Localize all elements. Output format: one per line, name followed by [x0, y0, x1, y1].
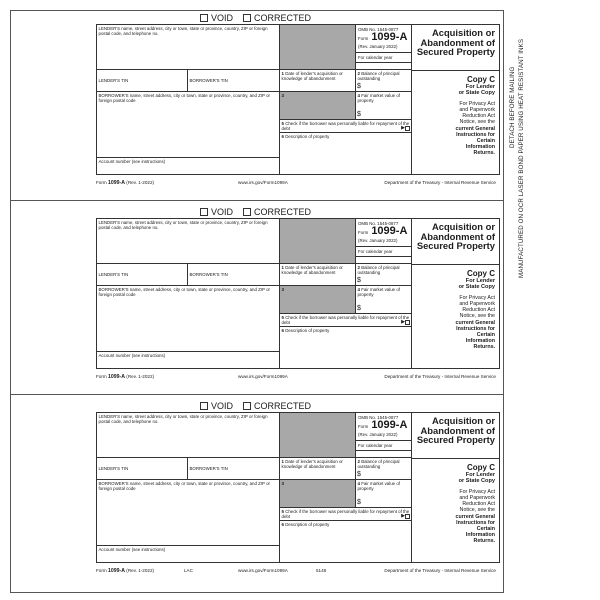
box4-label: Fair market value of property [357, 93, 400, 104]
perforation-line-1 [10, 200, 504, 201]
form-number-title: Form 1099-A [358, 225, 408, 238]
lender-tin-field[interactable] [97, 458, 188, 480]
form-title: Acquisition or Abandonment of Secured Property [416, 221, 495, 252]
form-title: Acquisition or Abandonment of Secured Property [416, 27, 495, 58]
box5-checkbox[interactable] [405, 514, 410, 519]
account-number-field[interactable] [97, 352, 280, 369]
detach-text: DETACH BEFORE MAILING [509, 66, 516, 148]
box3-field: 3 [280, 92, 356, 120]
form-1099a-copy [96, 12, 500, 197]
account-number-field[interactable] [97, 158, 280, 175]
copy-info: Copy C For Lender or State Copy For Privacy Act and Paperwork Reduction Act Notice, see the current General Instructions for Certain Information Returns. [415, 269, 495, 351]
lender-name-field[interactable] [97, 25, 280, 70]
privacy-notice: For Privacy Act and Paperwork Reduction Act Notice, see the current General Instructions for Certain Information Returns. [455, 488, 495, 545]
box4-label: Fair market value of property [357, 287, 400, 298]
box6-label: Description of property [285, 328, 330, 333]
box2-label: Balance of principal outstanding [357, 459, 400, 470]
box4-field[interactable]: 4 Fair market value of property $ [356, 286, 412, 314]
account-number-label: Account number (see instructions) [98, 159, 166, 164]
box1-field[interactable]: 1 Date of lender's acquisition or knowledge of abandonment [280, 458, 356, 480]
omb-form-box [356, 413, 412, 458]
form-grid [96, 412, 500, 563]
footer-form-id: Form 1099-A (Rev. 1-2022) [96, 568, 155, 574]
form-grid [96, 24, 500, 175]
borrower-tin-field[interactable] [188, 264, 280, 286]
box1-field[interactable]: 1 Date of lender's acquisition or knowledge of abandonment [280, 264, 356, 286]
box3-field: 3 [280, 480, 356, 508]
box5-field: 5 Check if the borrower was personally liable for repayment of the debt ▶ [280, 508, 412, 521]
omb-form-box [356, 25, 412, 70]
copy-title: Copy C [467, 75, 495, 84]
corrected-label: CORRECTED [254, 13, 312, 23]
footer-lac: LAC [184, 568, 193, 573]
void-corrected-row [200, 12, 311, 24]
lender-tin-field[interactable] [97, 70, 188, 92]
box6-label: Description of property [285, 134, 330, 139]
footer-code: 5148 [316, 568, 327, 573]
void-checkbox[interactable] [200, 208, 208, 216]
lender-name-field[interactable] [97, 219, 280, 264]
shaded-area-top [280, 219, 356, 264]
form-footer [96, 567, 500, 575]
footer-dept: Department of the Treasury - Internal Revenue Service [384, 180, 496, 185]
void-label: VOID [211, 207, 234, 217]
borrower-name-label: BORROWER'S name, street address, city or town, state or province, country, and ZIP or foreign postal code [98, 287, 270, 298]
borrower-name-field[interactable] [97, 92, 280, 158]
box4-dollar: $ [357, 111, 361, 118]
copy-title: Copy C [467, 463, 495, 472]
box2-dollar: $ [357, 277, 361, 284]
borrower-tin-label: BORROWER'S TIN [189, 272, 228, 277]
borrower-tin-field[interactable] [188, 458, 280, 480]
form-footer [96, 373, 500, 381]
privacy-notice: For Privacy Act and Paperwork Reduction Act Notice, see the current General Instructions for Certain Information Returns. [455, 100, 495, 157]
revision-date: (Rev. January 2022) [358, 432, 398, 438]
box5-arrow-icon: ▶ [401, 125, 405, 131]
box4-field[interactable]: 4 Fair market value of property $ [356, 480, 412, 508]
box5-checkbox[interactable] [405, 126, 410, 131]
borrower-name-label: BORROWER'S name, street address, city or town, state or province, country, and ZIP or foreign postal code [98, 481, 270, 492]
lender-tin-label: LENDER'S TIN [98, 272, 129, 277]
box4-label: Fair market value of property [357, 481, 400, 492]
box4-field[interactable]: 4 Fair market value of property $ [356, 92, 412, 120]
box2-label: Balance of principal outstanding [357, 265, 400, 276]
box4-dollar: $ [357, 305, 361, 312]
footer-dept: Department of the Treasury - Internal Revenue Service [384, 374, 496, 379]
box5-arrow-icon: ▶ [401, 513, 405, 519]
account-number-label: Account number (see instructions) [98, 353, 166, 358]
omb-form-box [356, 219, 412, 264]
borrower-tin-field[interactable] [188, 70, 280, 92]
box1-label: Date of lender's acquisition or knowledge of abandonment [281, 71, 343, 82]
footer-url: www.irs.gov/Form1099A [238, 374, 288, 379]
box2-field[interactable]: 2 Balance of principal outstanding $ [356, 264, 412, 286]
void-label: VOID [211, 401, 234, 411]
lender-name-label: LENDER'S name, street address, city or town, state or province, country, ZIP or foreign postal code, and telephone no. [98, 26, 268, 37]
manufactured-text: MANUFACTURED ON OCR LASER BOND PAPER USING HEAT RESISTANT INKS [518, 38, 525, 278]
corrected-label: CORRECTED [254, 401, 312, 411]
void-label: VOID [211, 13, 234, 23]
void-corrected-row [200, 400, 311, 412]
form-1099a-copy [96, 206, 500, 391]
box2-label: Balance of principal outstanding [357, 71, 400, 82]
lender-name-label: LENDER'S name, street address, city or town, state or province, country, ZIP or foreign postal code, and telephone no. [98, 414, 268, 425]
box4-dollar: $ [357, 499, 361, 506]
shaded-area-top [280, 25, 356, 70]
void-corrected-row [200, 206, 311, 218]
lender-tin-label: LENDER'S TIN [98, 78, 129, 83]
copy-info: Copy C For Lender or State Copy For Privacy Act and Paperwork Reduction Act Notice, see the current General Instructions for Certain Information Returns. [415, 463, 495, 545]
box5-checkbox[interactable] [405, 320, 410, 325]
form-title: Acquisition or Abandonment of Secured Property [416, 415, 495, 446]
box6-label: Description of property [285, 522, 330, 527]
borrower-tin-label: BORROWER'S TIN [189, 466, 228, 471]
calendar-year-label: For calendar year [358, 54, 393, 60]
box5-field: 5 Check if the borrower was personally liable for repayment of the debt ▶ [280, 120, 412, 133]
void-checkbox[interactable] [200, 402, 208, 410]
box1-label: Date of lender's acquisition or knowledge of abandonment [281, 265, 343, 276]
copy-title: Copy C [467, 269, 495, 278]
omb-number: OMB No. 1545-0877 [358, 221, 399, 226]
revision-date: (Rev. January 2022) [358, 44, 398, 50]
void-checkbox[interactable] [200, 14, 208, 22]
form-number-title: Form 1099-A [358, 419, 408, 432]
footer-form-id: Form 1099-A (Rev. 1-2022) [96, 374, 155, 380]
corrected-checkbox[interactable] [243, 402, 251, 410]
borrower-tin-label: BORROWER'S TIN [189, 78, 228, 83]
footer-form-id: Form 1099-A (Rev. 1-2022) [96, 180, 155, 186]
box5-label: Check if the borrower was personally liable for repayment of the debt [281, 509, 410, 520]
box2-dollar: $ [357, 471, 361, 478]
corrected-label: CORRECTED [254, 207, 312, 217]
account-number-field[interactable] [97, 546, 280, 563]
omb-number: OMB No. 1545-0877 [358, 27, 399, 32]
form-footer [96, 179, 500, 187]
box6-field[interactable]: 6 Description of property [280, 327, 412, 369]
borrower-name-field[interactable] [97, 480, 280, 546]
account-number-label: Account number (see instructions) [98, 547, 166, 552]
shaded-area-top [280, 413, 356, 458]
calendar-year-label: For calendar year [358, 248, 393, 254]
perforation-line-2 [10, 394, 504, 395]
box5-label: Check if the borrower was personally liable for repayment of the debt [281, 121, 410, 132]
borrower-name-label: BORROWER'S name, street address, city or town, state or province, country, and ZIP or foreign postal code [98, 93, 270, 104]
footer-url: www.irs.gov/Form1099A [238, 568, 288, 573]
box1-field[interactable]: 1 Date of lender's acquisition or knowledge of abandonment [280, 70, 356, 92]
box6-field[interactable]: 6 Description of property [280, 521, 412, 563]
revision-date: (Rev. January 2022) [358, 238, 398, 244]
box5-field: 5 Check if the borrower was personally liable for repayment of the debt ▶ [280, 314, 412, 327]
box2-field[interactable]: 2 Balance of principal outstanding $ [356, 70, 412, 92]
omb-number: OMB No. 1545-0877 [358, 415, 399, 420]
borrower-name-field[interactable] [97, 286, 280, 352]
box2-dollar: $ [357, 83, 361, 90]
form-1099a-copy [96, 400, 500, 585]
box2-field[interactable]: 2 Balance of principal outstanding $ [356, 458, 412, 480]
form-grid [96, 218, 500, 369]
form-number-title: Form 1099-A [358, 31, 408, 44]
box5-label: Check if the borrower was personally liable for repayment of the debt [281, 315, 410, 326]
lender-tin-label: LENDER'S TIN [98, 466, 129, 471]
corrected-checkbox[interactable] [243, 208, 251, 216]
box3-field: 3 [280, 286, 356, 314]
box5-arrow-icon: ▶ [401, 319, 405, 325]
copy-info: Copy C For Lender or State Copy For Privacy Act and Paperwork Reduction Act Notice, see the current General Instructions for Certain Information Returns. [415, 75, 495, 157]
privacy-notice: For Privacy Act and Paperwork Reduction Act Notice, see the current General Instructions for Certain Information Returns. [455, 294, 495, 351]
box6-field[interactable]: 6 Description of property [280, 133, 412, 175]
corrected-checkbox[interactable] [243, 14, 251, 22]
lender-tin-field[interactable] [97, 264, 188, 286]
footer-url: www.irs.gov/Form1099A [238, 180, 288, 185]
footer-dept: Department of the Treasury - Internal Revenue Service [384, 568, 496, 573]
lender-name-field[interactable] [97, 413, 280, 458]
lender-name-label: LENDER'S name, street address, city or town, state or province, country, ZIP or foreign postal code, and telephone no. [98, 220, 268, 231]
box1-label: Date of lender's acquisition or knowledge of abandonment [281, 459, 343, 470]
calendar-year-label: For calendar year [358, 442, 393, 448]
